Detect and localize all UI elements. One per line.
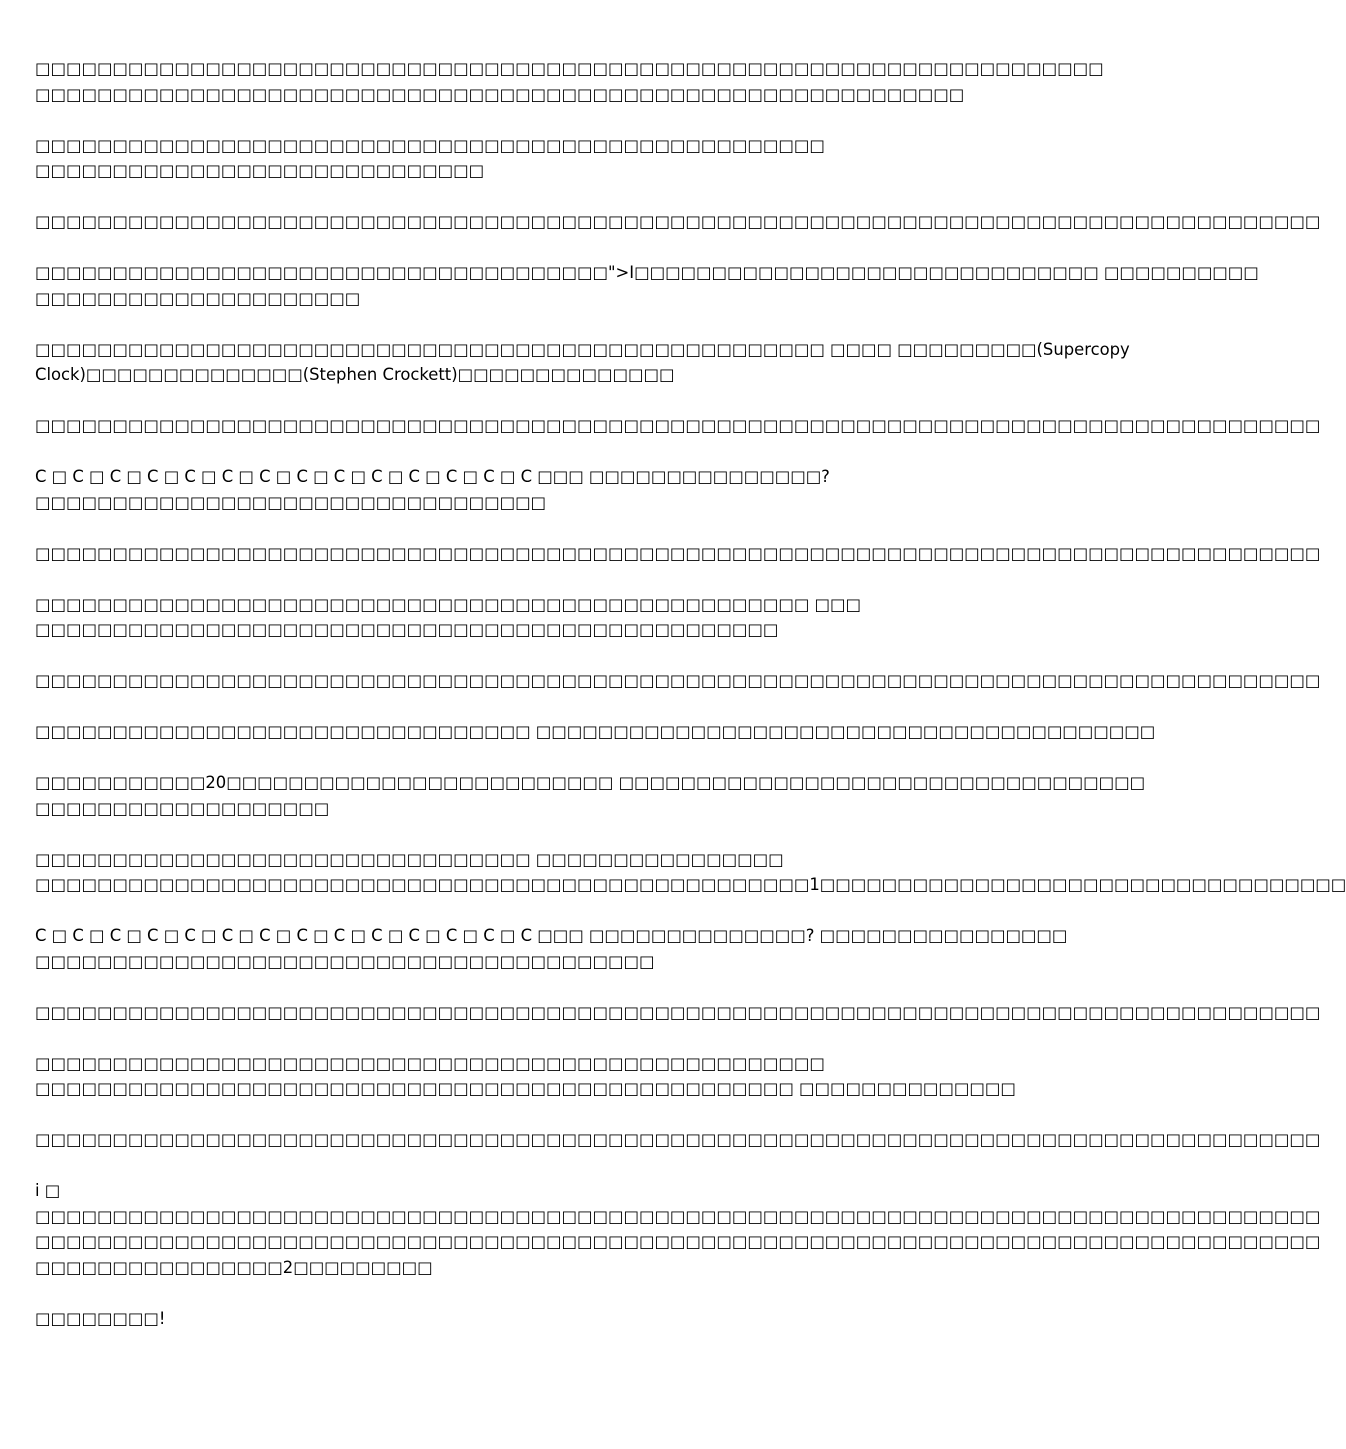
text-line: □□□□□□□□□□□□□□□□□□□□□ [35,288,361,308]
text-line: □□□□□□□□□□□□□□□□□□□□□□□□□□□□□□□□□□□□□□□□□□□□□□□□□ □□□□□□□□□□□□□□ [35,1079,1016,1098]
text-line: □□□□□□□□□□□□□□□□□□□□□□□□□□□□□□□□□□□□□□□□□□□□□□□□□□□□□□□□□□□□□□□□□□□□□□□□□□□□□□□□□□□ [35,671,1321,690]
text-line: □□□□□□□□□□□□□□□□□□□□□□□□□□□□□□□□□□□□□□□□□□□□□□□□□□ □□□ [35,594,861,614]
document-body [35,56,1346,1357]
text-line: □□□□□□□□□□□□□□□□□□□□□□□□□□□□□□□□□ [35,492,547,512]
text-line: □□□□□□□□□□□□□□□□□□□□□□□□□□□□□□□□□□□□□□□□□□□□□□□□□□□□□□□□□□□□□□□□□□□□□□□□□□□□□□□□□□□ [35,1130,1321,1149]
paragraph [35,209,1321,235]
paragraph [35,923,1068,974]
text-line: □□□□□□□□□□□□□□□□□□□□□□□□□□□□□□□□ □□□□□□□□□□□□□□□□□□□□□□□□□□□□□□□□□□□□□□□□ [35,722,1156,741]
paragraph [35,592,991,643]
text-line: □□□□□□□□□□□□□□□□□□□ [35,798,330,818]
text-line: □□□□□□□□□□□□□□□□□□□□□□□□□□□□□□□□□□□□□□□□□□□□□□□□□□□□□□□□□□□□□□□□□□□□□□□□□□□□□□□□□□□ [35,1232,1321,1251]
text-line: □□□□□□□□□□□□□□□□□□□□□□□□□□□□□ [35,161,485,180]
text-line: □□□□□□□□□□□□□□□□□□□□□□□□□□□□□□□□□□□□□□□□□□□□□□□□□□□ [35,1053,825,1073]
paragraph [35,719,1156,745]
paragraph [35,1306,991,1332]
text-line: □□□□□□□□□□□□□□□□□□□□□□□□□□□□□□□□□□□□□□□□□□□□□□□□□□□□□□□□□□□□□□□□□□□□□□□□□□□□□□□□□□□ [35,543,1321,563]
text-line: i □ [35,1181,61,1200]
text-line: □□□□□□□□□□□□□□□□□□□□□□□□□□□□□□□□□□□□□□□□□□□□□□□□□□1□□□□□□□□□□□□□□□□□□□□□□□□□□□□□□□□□□ [35,875,1346,894]
text-line: □□□□□□□□□□□□□□□□□□□□□□□□□□□□□□□□□□□□□□□□□□□□□□□□□□□□□□□□□□□□□□□□□□□□□□□□□□□□□□□□□□□ [35,416,1321,435]
text-line: □□□□□□□□□□□□□□□□□□□□□□□□□□□□□□□□□□□□□□□□□□□□□□□□□□□□□□□□□□□□□□□□□□□□□□□□□□□□□□□□□□□ [35,212,1321,231]
text-line: □□□□□□□□□□□□□□□□□□□□□□□□□□□□□□□□□□□□□□□□□□□□□□□□□□□ [35,135,825,155]
text-line: □□□□□□□□□□□□□□□□□□□□□□□□□□□□□□□□ □□□□□□□□□□□□□□□□ [35,849,784,869]
paragraph [35,337,1130,388]
text-line: □□□□□□□□□□□□□□□□□□□□□□□□□□□□□□□□□□□□□□□□□□□□□□□□□□□□□□□□□□□□□□□□□□□□□□□□□□□□□□□□□□□ [35,1206,1321,1226]
paragraph [35,541,1321,567]
paragraph [35,413,1321,439]
text-line: □□□□□□□□□□□□□□□□□□□□□□□□□□□□□□□□□□□□□□□□□□□□□□□□ [35,620,779,639]
paragraph [35,1127,1321,1153]
text-line: Clock)□□□□□□□□□□□□□□(Stephen Crockett)□□□□□□□□□□□□□□ [35,365,675,384]
text-line: □□□□□□□□□□□□□□□□□□□□□□□□□□□□□□□□□□□□□□□□□□□□□□□□□□□□□□□□□□□□□□□□□□□□□ [35,59,1104,78]
paragraph [35,56,1104,107]
text-line: □□□□□□□□! [35,1308,166,1328]
paragraph [35,1000,1321,1026]
text-line: □□□□□□□□□□□□□□□□2□□□□□□□□□ [35,1257,433,1277]
paragraph [35,668,1321,694]
text-line: C □ C □ C □ C □ C □ C □ C □ C □ C □ C □ C □ C □ C □ C □□□ □□□□□□□□□□□□□□□? [35,467,830,486]
paragraph [35,847,1346,898]
paragraph [35,260,1259,311]
paragraph [35,464,991,515]
text-line: □□□□□□□□□□□□□□□□□□□□□□□□□□□□□□□□□□□□□">I□□□□□□□□□□□□□□□□□□□□□□□□□□□□□□ □□□□□□□□□□ [35,263,1259,282]
text-line: C □ C □ C □ C □ C □ C □ C □ C □ C □ C □ C □ C □ C □ C □□□ □□□□□□□□□□□□□□? □□□□□□□□□□□□□□□□ [35,926,1068,945]
text-line: □□□□□□□□□□□20□□□□□□□□□□□□□□□□□□□□□□□□□ □□□□□□□□□□□□□□□□□□□□□□□□□□□□□□□□□□ [35,773,1146,792]
paragraph [35,770,1146,821]
paragraph [35,1051,1016,1102]
text-line: □□□□□□□□□□□□□□□□□□□□□□□□□□□□□□□□□□□□□□□□□□□□□□□□□□□□□□□□□□□□□□□□□□□□□□□□□□□□□□□□□□□ [35,1002,1321,1022]
paragraph [35,133,991,184]
text-line: □□□□□□□□□□□□□□□□□□□□□□□□□□□□□□□□□□□□□□□□□□□□□□□□□□□□□□□□□□□□ [35,84,965,104]
paragraph [35,1178,1321,1280]
text-line: □□□□□□□□□□□□□□□□□□□□□□□□□□□□□□□□□□□□□□□□□□□□□□□□□□□ □□□□ □□□□□□□□□(Supercopy [35,339,1130,359]
text-line: □□□□□□□□□□□□□□□□□□□□□□□□□□□□□□□□□□□□□□□□ [35,951,655,971]
